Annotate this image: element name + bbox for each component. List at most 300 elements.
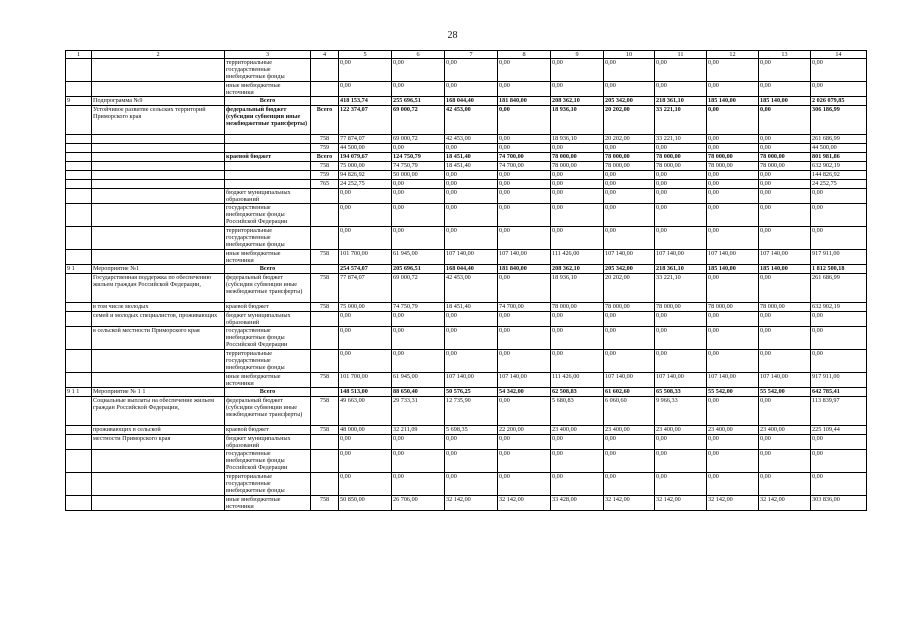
text-cell (225, 135, 311, 144)
table-row (66, 171, 867, 180)
value-cell: 9 966,33 (655, 397, 707, 426)
value-cell: 74 700,00 (498, 162, 551, 171)
value-cell: 0,00 (604, 82, 655, 97)
text-cell: Мероприятие № 1 1 (92, 388, 225, 397)
value-cell: 0,00 (339, 204, 392, 227)
value-cell: 0,00 (498, 227, 551, 250)
value-cell: 111 426,00 (551, 373, 604, 388)
value-cell: 0,00 (707, 180, 759, 189)
value-cell: 88 650,40 (392, 388, 445, 397)
table-row (66, 450, 867, 473)
header-cell: 14 (811, 51, 867, 59)
text-cell (66, 350, 92, 373)
text-cell: в том числе молодых (92, 303, 225, 312)
code-cell (311, 450, 339, 473)
value-cell: 0,00 (551, 327, 604, 350)
code-cell (311, 82, 339, 97)
value-cell: 107 140,00 (498, 250, 551, 265)
value-cell: 0,00 (498, 59, 551, 82)
text-cell (92, 171, 225, 180)
text-cell: краевой бюджет (225, 426, 311, 435)
value-cell: 0,00 (759, 144, 811, 153)
value-cell: 62 508,83 (551, 388, 604, 397)
value-cell: 42 453,00 (445, 106, 498, 135)
text-cell (92, 473, 225, 496)
table-row (66, 265, 867, 274)
value-cell: 0,00 (707, 135, 759, 144)
value-cell: 632 902,19 (811, 303, 867, 312)
value-cell: 75 000,00 (339, 162, 392, 171)
text-cell (66, 373, 92, 388)
text-cell: государственные внебюджетные фонды Российской Федерации (225, 327, 311, 350)
value-cell: 0,00 (498, 435, 551, 450)
value-cell: 0,00 (604, 189, 655, 204)
value-cell: 0,00 (759, 450, 811, 473)
code-cell: 758 (311, 496, 339, 511)
code-cell: Всего (311, 106, 339, 135)
value-cell: 78 000,00 (604, 153, 655, 162)
value-cell: 2 026 079,85 (811, 97, 867, 106)
value-cell: 261 686,99 (811, 274, 867, 303)
value-cell: 642 785,41 (811, 388, 867, 397)
value-cell: 0,00 (655, 144, 707, 153)
text-cell: проживающих в сельской (92, 426, 225, 435)
value-cell: 101 700,00 (339, 250, 392, 265)
table-row (66, 473, 867, 496)
value-cell: 107 140,00 (655, 250, 707, 265)
text-cell (66, 82, 92, 97)
code-cell (311, 350, 339, 373)
value-cell: 101 700,00 (339, 373, 392, 388)
value-cell: 0,00 (498, 82, 551, 97)
value-cell: 205 696,51 (392, 265, 445, 274)
value-cell: 418 153,74 (339, 97, 392, 106)
text-cell (225, 144, 311, 153)
value-cell: 78 000,00 (759, 303, 811, 312)
value-cell: 42 453,00 (445, 274, 498, 303)
code-cell (311, 312, 339, 327)
code-cell: 765 (311, 180, 339, 189)
value-cell: 0,00 (707, 144, 759, 153)
value-cell: 78 000,00 (655, 303, 707, 312)
value-cell: 0,00 (445, 327, 498, 350)
value-cell: 801 981,86 (811, 153, 867, 162)
value-cell: 0,00 (445, 59, 498, 82)
text-cell: иные внебюджетные источники (225, 373, 311, 388)
value-cell: 107 140,00 (759, 373, 811, 388)
value-cell: 5 698,35 (445, 426, 498, 435)
text-cell (66, 144, 92, 153)
value-cell: 0,00 (759, 82, 811, 97)
value-cell: 0,00 (655, 227, 707, 250)
value-cell: 208 362,10 (551, 265, 604, 274)
value-cell: 0,00 (604, 227, 655, 250)
text-cell (225, 162, 311, 171)
value-cell: 0,00 (604, 312, 655, 327)
value-cell: 0,00 (498, 204, 551, 227)
text-cell (66, 473, 92, 496)
value-cell: 0,00 (811, 189, 867, 204)
value-cell: 0,00 (551, 59, 604, 82)
table-body (66, 51, 867, 511)
value-cell: 32 142,00 (604, 496, 655, 511)
value-cell: 0,00 (498, 312, 551, 327)
value-cell: 0,00 (392, 189, 445, 204)
value-cell: 107 140,00 (604, 373, 655, 388)
value-cell: 107 140,00 (707, 250, 759, 265)
value-cell: 0,00 (392, 435, 445, 450)
text-cell: 9 1 (66, 265, 92, 274)
value-cell: 0,00 (392, 204, 445, 227)
text-cell: краевой бюджет (225, 303, 311, 312)
value-cell: 0,00 (498, 135, 551, 144)
text-cell: Социальные выплаты на обеспечение жильем граждан Российской Федерации, (92, 397, 225, 426)
value-cell: 107 140,00 (445, 373, 498, 388)
value-cell: 20 202,00 (604, 274, 655, 303)
text-cell: краевой бюджет (225, 153, 311, 162)
value-cell: 78 000,00 (551, 303, 604, 312)
value-cell: 0,00 (392, 144, 445, 153)
value-cell: 65 508,33 (655, 388, 707, 397)
value-cell: 61 945,00 (392, 250, 445, 265)
value-cell: 0,00 (339, 312, 392, 327)
value-cell: 0,00 (604, 435, 655, 450)
text-cell (92, 350, 225, 373)
code-cell: 759 (311, 171, 339, 180)
text-cell (66, 397, 92, 426)
value-cell: 0,00 (551, 227, 604, 250)
value-cell: 23 400,00 (604, 426, 655, 435)
value-cell: 77 874,07 (339, 274, 392, 303)
value-cell: 0,00 (707, 312, 759, 327)
text-cell: государственные внебюджетные фонды Российской Федерации (225, 450, 311, 473)
value-cell: 78 000,00 (707, 153, 759, 162)
value-cell: 0,00 (339, 327, 392, 350)
header-cell: 3 (225, 51, 311, 59)
value-cell: 113 839,97 (811, 397, 867, 426)
value-cell: 61 602,60 (604, 388, 655, 397)
value-cell: 0,00 (707, 204, 759, 227)
header-cell: 11 (655, 51, 707, 59)
table-row (66, 144, 867, 153)
value-cell: 917 911,00 (811, 250, 867, 265)
value-cell: 24 252,75 (811, 180, 867, 189)
text-cell: бюджет муниципальных образований (225, 435, 311, 450)
value-cell: 0,00 (339, 450, 392, 473)
value-cell: 632 902,19 (811, 162, 867, 171)
value-cell: 0,00 (759, 106, 811, 135)
value-cell: 0,00 (392, 59, 445, 82)
value-cell: 0,00 (445, 227, 498, 250)
value-cell: 94 826,92 (339, 171, 392, 180)
value-cell: 0,00 (707, 171, 759, 180)
value-cell: 20 202,00 (604, 106, 655, 135)
value-cell: 33 221,10 (655, 274, 707, 303)
text-cell (66, 250, 92, 265)
value-cell: 78 000,00 (604, 303, 655, 312)
text-cell: Мероприятие №1 (92, 265, 225, 274)
value-cell: 0,00 (339, 473, 392, 496)
value-cell: 75 000,00 (339, 303, 392, 312)
value-cell: 18 936,10 (551, 135, 604, 144)
value-cell: 0,00 (759, 312, 811, 327)
value-cell: 50 850,00 (339, 496, 392, 511)
text-cell (66, 327, 92, 350)
text-cell (92, 227, 225, 250)
text-cell: бюджет муниципальных образований (225, 312, 311, 327)
code-cell (311, 204, 339, 227)
value-cell: 44 500,00 (339, 144, 392, 153)
value-cell: 0,00 (498, 189, 551, 204)
text-cell (66, 106, 92, 135)
value-cell: 148 513,00 (339, 388, 392, 397)
header-cell: 7 (445, 51, 498, 59)
text-cell (92, 496, 225, 511)
value-cell: 261 686,99 (811, 135, 867, 144)
value-cell: 0,00 (339, 59, 392, 82)
value-cell: 0,00 (707, 227, 759, 250)
value-cell: 78 000,00 (707, 162, 759, 171)
value-cell: 18 451,40 (445, 303, 498, 312)
value-cell: 0,00 (551, 312, 604, 327)
code-cell: 758 (311, 162, 339, 171)
value-cell: 181 840,00 (498, 97, 551, 106)
value-cell: 0,00 (445, 144, 498, 153)
value-cell: 0,00 (655, 350, 707, 373)
text-cell: Устойчивое развитие сельских территорий Приморского края (92, 106, 225, 135)
text-cell (92, 82, 225, 97)
value-cell: 0,00 (604, 180, 655, 189)
value-cell: 33 428,00 (551, 496, 604, 511)
value-cell: 23 400,00 (707, 426, 759, 435)
value-cell: 0,00 (655, 312, 707, 327)
text-cell: иные внебюджетные источники (225, 250, 311, 265)
value-cell: 0,00 (445, 312, 498, 327)
value-cell: 0,00 (498, 397, 551, 426)
value-cell: 0,00 (759, 189, 811, 204)
text-cell (92, 135, 225, 144)
text-cell (66, 435, 92, 450)
text-cell (66, 496, 92, 511)
text-cell (66, 180, 92, 189)
text-cell (66, 204, 92, 227)
table-row (66, 180, 867, 189)
value-cell: 107 140,00 (707, 373, 759, 388)
code-cell (311, 189, 339, 204)
value-cell: 0,00 (707, 473, 759, 496)
text-cell (225, 171, 311, 180)
text-cell (66, 171, 92, 180)
value-cell: 0,00 (655, 327, 707, 350)
code-cell: 758 (311, 373, 339, 388)
value-cell: 144 826,92 (811, 171, 867, 180)
value-cell: 111 426,00 (551, 250, 604, 265)
value-cell: 0,00 (445, 473, 498, 496)
value-cell: 208 362,10 (551, 97, 604, 106)
table-row (66, 106, 867, 135)
value-cell: 0,00 (551, 204, 604, 227)
value-cell: 0,00 (655, 59, 707, 82)
value-cell: 0,00 (759, 350, 811, 373)
value-cell: 0,00 (707, 274, 759, 303)
value-cell: 0,00 (604, 327, 655, 350)
value-cell: 0,00 (498, 144, 551, 153)
page-number: 28 (447, 30, 458, 41)
table-row (66, 274, 867, 303)
value-cell: 0,00 (445, 450, 498, 473)
value-cell: 0,00 (445, 171, 498, 180)
code-cell (311, 388, 339, 397)
value-cell: 78 000,00 (759, 162, 811, 171)
value-cell: 26 706,00 (392, 496, 445, 511)
text-cell: бюджет муниципальных образований (225, 189, 311, 204)
value-cell: 181 840,00 (498, 265, 551, 274)
value-cell: 0,00 (551, 350, 604, 373)
value-cell: 78 000,00 (604, 162, 655, 171)
value-cell: 0,00 (392, 327, 445, 350)
value-cell: 205 342,00 (604, 265, 655, 274)
value-cell: 0,00 (811, 227, 867, 250)
value-cell: 0,00 (707, 59, 759, 82)
value-cell: 0,00 (655, 204, 707, 227)
value-cell: 0,00 (811, 450, 867, 473)
value-cell: 0,00 (811, 59, 867, 82)
value-cell: 78 000,00 (655, 153, 707, 162)
text-cell: Всего (225, 97, 311, 106)
value-cell: 0,00 (811, 82, 867, 97)
code-cell: 758 (311, 250, 339, 265)
value-cell: 24 252,75 (339, 180, 392, 189)
value-cell: 44 500,00 (811, 144, 867, 153)
value-cell: 218 361,10 (655, 265, 707, 274)
text-cell: местности Приморского края (92, 435, 225, 450)
value-cell: 0,00 (498, 171, 551, 180)
value-cell: 0,00 (498, 327, 551, 350)
code-cell (311, 265, 339, 274)
text-cell: 9 1 1 (66, 388, 92, 397)
text-cell: 9 (66, 97, 92, 106)
value-cell: 29 733,31 (392, 397, 445, 426)
table-row (66, 373, 867, 388)
value-cell: 0,00 (707, 189, 759, 204)
table-row (66, 82, 867, 97)
value-cell: 0,00 (707, 82, 759, 97)
text-cell (92, 250, 225, 265)
budget-table (65, 50, 867, 511)
header-cell: 8 (498, 51, 551, 59)
text-cell: государственные внебюджетные фонды Российской Федерации (225, 204, 311, 227)
value-cell: 18 451,40 (445, 162, 498, 171)
text-cell: иные внебюджетные источники (225, 82, 311, 97)
value-cell: 20 202,00 (604, 135, 655, 144)
value-cell: 107 140,00 (445, 250, 498, 265)
value-cell: 0,00 (551, 144, 604, 153)
value-cell: 185 140,00 (759, 97, 811, 106)
text-cell (66, 274, 92, 303)
text-cell: федеральный бюджет (субсидии субвенции иные межбюджетные трансферты) (225, 397, 311, 426)
code-cell (311, 97, 339, 106)
value-cell: 1 812 500,18 (811, 265, 867, 274)
value-cell: 32 142,00 (759, 496, 811, 511)
value-cell: 0,00 (551, 82, 604, 97)
value-cell: 69 000,72 (392, 274, 445, 303)
value-cell: 0,00 (392, 312, 445, 327)
value-cell: 0,00 (339, 227, 392, 250)
table-row (66, 135, 867, 144)
text-cell (66, 426, 92, 435)
code-cell: 758 (311, 426, 339, 435)
text-cell (92, 180, 225, 189)
value-cell: 122 374,07 (339, 106, 392, 135)
value-cell: 0,00 (655, 473, 707, 496)
value-cell: 0,00 (445, 204, 498, 227)
value-cell: 205 342,00 (604, 97, 655, 106)
value-cell: 0,00 (498, 450, 551, 473)
text-cell (66, 189, 92, 204)
value-cell: 0,00 (811, 350, 867, 373)
value-cell: 194 079,67 (339, 153, 392, 162)
value-cell: 0,00 (392, 350, 445, 373)
value-cell: 0,00 (707, 397, 759, 426)
table-row (66, 303, 867, 312)
value-cell: 0,00 (604, 59, 655, 82)
code-cell (311, 227, 339, 250)
value-cell: 0,00 (707, 327, 759, 350)
text-cell: территориальные государственные внебюджетные фонды (225, 227, 311, 250)
value-cell: 0,00 (759, 473, 811, 496)
code-cell (311, 59, 339, 82)
text-cell: территориальные государственные внебюджетные фонды (225, 350, 311, 373)
value-cell: 0,00 (604, 473, 655, 496)
value-cell: 0,00 (759, 59, 811, 82)
header-cell: 4 (311, 51, 339, 59)
value-cell: 32 142,00 (655, 496, 707, 511)
value-cell: 0,00 (339, 350, 392, 373)
value-cell: 0,00 (655, 180, 707, 189)
value-cell: 0,00 (655, 82, 707, 97)
table-row (66, 312, 867, 327)
value-cell: 74 700,00 (498, 303, 551, 312)
value-cell: 0,00 (498, 350, 551, 373)
value-cell: 0,00 (655, 450, 707, 473)
value-cell: 0,00 (759, 135, 811, 144)
text-cell (92, 189, 225, 204)
value-cell: 0,00 (759, 227, 811, 250)
value-cell: 49 663,00 (339, 397, 392, 426)
value-cell: 0,00 (655, 171, 707, 180)
value-cell: 54 342,00 (498, 388, 551, 397)
value-cell: 0,00 (445, 435, 498, 450)
value-cell: 42 453,00 (445, 135, 498, 144)
text-cell (66, 227, 92, 250)
value-cell: 0,00 (339, 82, 392, 97)
value-cell: 61 945,00 (392, 373, 445, 388)
text-cell (92, 373, 225, 388)
value-cell: 74 750,79 (392, 303, 445, 312)
value-cell: 0,00 (759, 204, 811, 227)
table-row (66, 496, 867, 511)
value-cell: 0,00 (655, 435, 707, 450)
value-cell: 0,00 (392, 227, 445, 250)
value-cell: 33 221,10 (655, 106, 707, 135)
value-cell: 55 542,00 (707, 388, 759, 397)
table-row (66, 350, 867, 373)
code-cell: 758 (311, 274, 339, 303)
text-cell: федеральный бюджет (субсидии субвенции иные межбюджетные трансферты) (225, 106, 311, 135)
value-cell: 74 700,00 (498, 153, 551, 162)
text-cell (66, 450, 92, 473)
value-cell: 0,00 (445, 189, 498, 204)
